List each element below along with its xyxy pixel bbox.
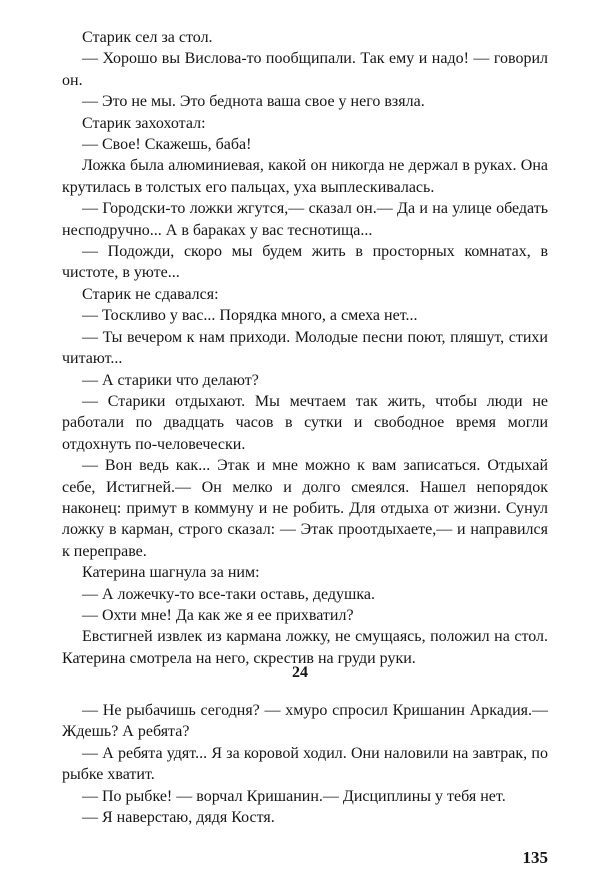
paragraph: — Ты вечером к нам приходи. Молодые песни поют, пляшут, стихи читают... xyxy=(62,328,548,368)
paragraph: — Тоскливо у вас... Порядка много, а смеха нет... xyxy=(82,307,418,325)
paragraph: — Свое! Скажешь, баба! xyxy=(82,136,252,154)
paragraph: — Не рыбачишь сегодня? — хмуро спросил Кришанин Аркадия.— Ждешь? А ребята? xyxy=(62,702,548,741)
paragraph: — Это не мы. Это беднота ваша свое у него взяла. xyxy=(82,93,425,111)
chapter-23-ending xyxy=(62,27,548,669)
paragraph: Старик захохотал: xyxy=(82,114,206,132)
paragraph: — А старики что делают? xyxy=(82,371,259,389)
chapter-24-text xyxy=(62,700,548,828)
paragraph: Старик сел за стол. xyxy=(82,29,213,46)
paragraph: Ложка была алюминиевая, какой он никогда не держал в руках. Она крутилась в толстых его пальцах, уха выплескивалась. xyxy=(62,157,548,196)
paragraph: — А ребята удят... Я за коровой ходил. Они наловили на завтрак, по рыбке хватит. xyxy=(62,744,548,784)
paragraph: — А ложечку-то все-таки оставь, дедушка. xyxy=(82,585,375,603)
paragraph: Евстигней извлек из кармана ложку, не смущаясь, положил на стол. Катерина смотрела на него, скрестив на груди руки. xyxy=(62,628,548,667)
chapter-number: 24 xyxy=(292,664,308,681)
paragraph: Катерина шагнула за ним: xyxy=(82,564,260,582)
paragraph: — Я наверстаю, дядя Костя. xyxy=(82,809,275,827)
page-number: 135 xyxy=(522,848,548,867)
paragraph: Старик не сдавался: xyxy=(82,285,219,303)
paragraph: — Охти мне! Да как же я ее прихватил? xyxy=(82,606,354,624)
paragraph: — По рыбке! — ворчал Кришанин.— Дисциплины у тебя нет. xyxy=(82,787,506,805)
paragraph: — Городски-то ложки жгутся,— сказал он.— Да и на улице обедать несподручно... А в бараках у вас теснотища... xyxy=(62,200,548,239)
paragraph: — Вон ведь как... Этак и мне можно к вам записаться. Отдыхай себе, Истигней.— Он мелко и долго смеялся. Нашел непорядок наконец: примут в коммуну и не робить. Для отдыха от жизни. Сунул ложку в карман, строго сказал: — Этак проотдыхаете,— и направился к переправе. xyxy=(62,457,548,560)
paragraph: — Старики отдыхают. Мы мечтаем так жить, чтобы люди не работали по двадцать часов в сутки и свободное время могли отдохнуть по-человечески. xyxy=(62,392,548,453)
paragraph: — Подожди, скоро мы будем жить в просторных комнатах, в чистоте, в уюте... xyxy=(62,243,548,282)
paragraph: — Хорошо вы Вислова-то пообщипали. Так ему и надо! — говорил он. xyxy=(62,50,548,89)
